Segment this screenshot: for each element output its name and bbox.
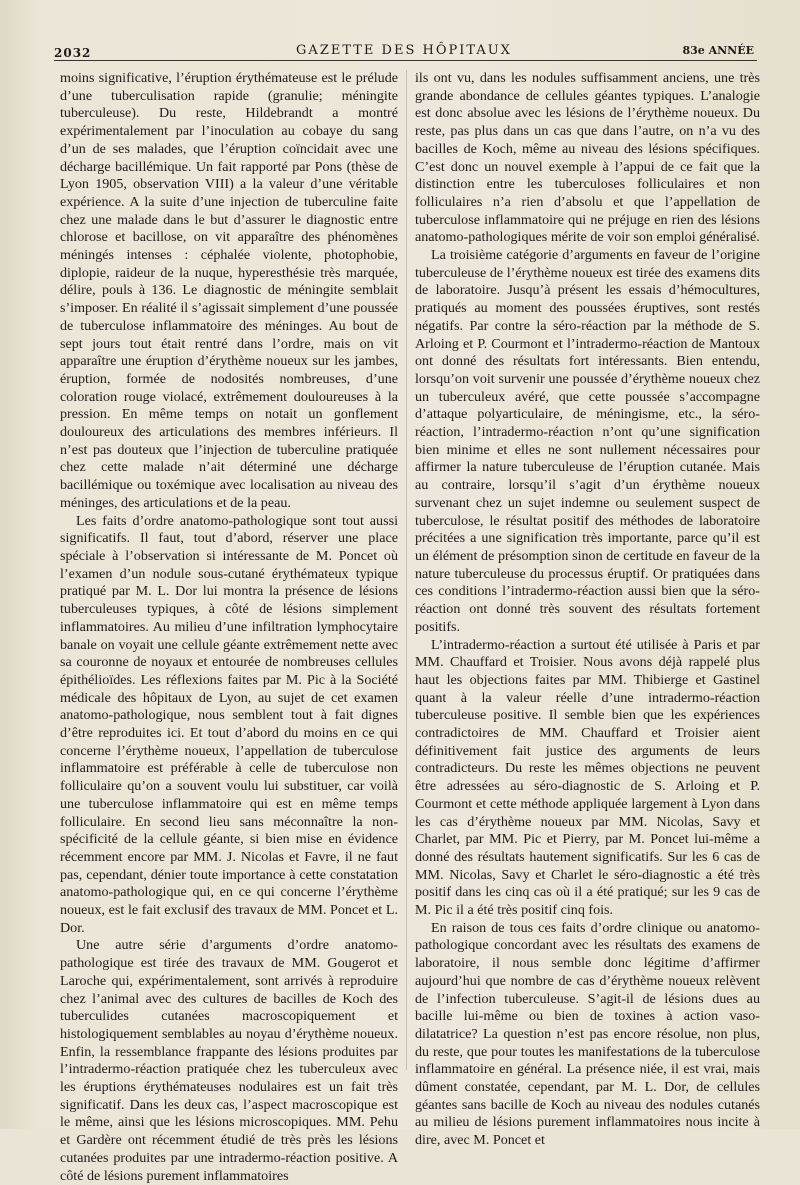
volume-year: 83e ANNÉE [682, 44, 754, 57]
paragraph: Une autre série d’arguments d’ordre anatomo-pathologique est tirée des travaux de MM. Gougerot et Laroche qui, expérimentalement, sont arrivés à reproduire chez l’animal avec des cultures de bacilles de Koch des tuberculides cutanées macroscopiquement et histologiquement semblables au noyau d’érythème noueux. Enfin, la ressemblance frappante des lésions produites par l’intradermo-réaction pratiquée chez les tuberculeux avec les éruptions érythémateuses nodulaires est un fait très significatif. Dans les deux cas, l’aspect macroscopique est le même, ainsi que les lésions microscopiques. MM. Pehu et Gardère ont récemment étudié de très près les lésions cutanées produites par une intradermo-réaction positive. A côté de lésions purement inflammatoires [60, 937, 398, 1184]
text-column-left [60, 70, 398, 1185]
paragraph: La troisième catégorie d’arguments en faveur de l’origine tuberculeuse de l’érythème noueux est tirée des examens dits de laboratoire. Jusqu’à présent les essais d’hémocultures, pratiqués au moment des poussées éruptives, sont restés négatifs. Par contre la séro-réaction par la méthode de S. Arloing et P. Courmont et l’intradermo-réaction de Mantoux ont donné des résultats fort intéressants. Bien entendu, lorsqu’on voit survenir une poussée d’érythème noueux chez un tuberculeux avéré, que cette poussée s’accompagne d’attaque polyarticulaire, de méningisme, etc., la séro-réaction, l’intradermo-réaction n’ont qu’une signification bien minime et elles ne sont nullement nécessaires pour affirmer la nature tuberculeuse de l’éruption cutanée. Mais au contraire, lorsqu’il s’agit d’un érythème noueux survenant chez un sujet indemne ou seulement suspect de tuberculose, le résultat positif des méthodes de laboratoire précitées a une signification très importante, parce qu’il est un élément de présomption sinon de certitude en faveur de la nature tuberculeuse du processus éruptif. Or pratiquées dans ces conditions l’intradermo-réaction aussi bien que la séro-réaction ont donné très souvent des résultats fortement positifs. [415, 247, 760, 635]
column-divider [406, 70, 407, 1070]
text-column-right [415, 70, 760, 1150]
paragraph: En raison de tous ces faits d’ordre clinique ou anatomo-pathologique concordant avec les résultats des examens de laboratoire, il nous semble donc légitime d’affirmer aujourd’hui que nombre de cas d’érythème noueux relèvent de l’infection tuberculeuse. S’agit-il de lésions dues au bacille lui-même ou bien de toxines à action vaso-dilatatrice? La question n’est pas encore résolue, non plus, du reste, que pour toutes les manifestations de la tuberculose inflammatoire en général. La présence niée, il est vrai, mais dûment constatée, cependant, par M. L. Dor, de cellules géantes sans bacille de Koch au niveau des nodules cutanés au milieu de lésions purement inflammatoires nous incite à dire, avec M. Poncet et [415, 919, 760, 1149]
paragraph: moins significative, l’éruption érythémateuse est le prélude d’une tuberculisation rapide (granulie; méningite tuberculeuse). Du reste, Hildebrandt a montré expérimentalement par l’inoculation au cobaye du sang d’un de ses malades, que l’éruption coïncidait avec une décharge bacillémique. Un fait rapporté par Pons (thèse de Lyon 1905, observation VIII) a la valeur d’une véritable expérience. A la suite d’une injection de tuberculine faite chez une malade dans le but d’assurer le diagnostic entre chlorose et bacillose, on vit apparaître des phénomènes méningés intenses : céphalée violente, photophobie, diplopie, raideur de la nuque, hyperesthésie très marquée, délire, pouls à 136. Le diagnostic de méningite semblait s’imposer. En réalité il s’agissait simplement d’une poussée de tuberculose inflammatoire des méninges. Au bout de sept jours tout était rentré dans l’ordre, mais on vit apparaître une éruption d’érythème noueux sur les jambes, éruption, formée de nodosités nombreuses, d’une coloration rouge violacé, extrêmement douloureuses à la pression. En même temps on notait un gonflement douloureux des articulations des membres inférieurs. Il n’est pas douteux que l’injection de tuberculine pratiquée chez cette malade n’ait déterminé une décharge bacillémique ou toxémique avec localisation au niveau des méninges, des articulations et de la peau. [60, 70, 398, 511]
paragraph: ils ont vu, dans les nodules suffisamment anciens, une très grande abondance de cellules géantes typiques. L’analogie est donc absolue avec les lésions de l’érythème noueux. Du reste, pas plus dans un cas que dans l’autre, on n’a vu des bacilles de Koch, même au niveau des lésions spécifiques. C’est donc un nouvel exemple à l’appui de ce fait que la distinction entre les tuberculoses folliculaires et non folliculaires n’a rien d’absolu et que l’appellation de tuberculose inflammatoire qui ne préjuge en rien des lésions anatomo-pathologiques mérite de voir son emploi généralisé. [415, 70, 760, 246]
paragraph: L’intradermo-réaction a surtout été utilisée à Paris et par MM. Chauffard et Troisier. Nous avons déjà rappelé plus haut les objections faites par MM. Thibierge et Gastinel quant à la valeur réelle d’une intradermo-réaction tuberculeuse positive. Il semble bien que les expériences contradictoires de MM. Chauffard et Troisier aient définitivement fait justice des arguments de leurs contradicteurs. Du reste les mêmes objections ne peuvent être adressées au séro-diagnostic de S. Arloing et P. Courmont et cette méthode appliquée largement à Lyon dans les cas d’érythème noueux par MM. Nicolas, Savy et Charlet, par MM. Pic et Pierry, par M. Poncet lui-même a donné des résultats hautement significatifs. Sur les 6 cas de MM. Nicolas, Savy et Charlet le séro-diagnostic a été très positif dans les cinq cas où il a été pratiqué; sur les 9 cas de M. Pic il a été très positif cinq fois. [415, 636, 760, 919]
journal-title: GAZETTE DES HÔPITAUX [296, 43, 512, 58]
paragraph: Les faits d’ordre anatomo-pathologique sont tout aussi significatifs. Il faut, tout d’abord, réserver une place spéciale à l’observation si intéressante de M. Poncet où l’examen d’un nodule sous-cutané érythémateux typique pratiqué par M. L. Dor lui montra la présence de lésions tuberculeuses typiques, à côté de lésions simplement inflammatoires. Au milieu d’une infiltration lymphocytaire banale on voyait une cellule géante extrêmement nette avec sa couronne de noyaux et entourée de nombreuses cellules épithélioïdes. Les réflexions faites par M. Pic à la Société médicale des hôpitaux de Lyon, au sujet de cet examen anatomo-pathologique, nous semblent tout à fait dignes d’être reproduites ici. Et tout d’abord du moins en ce qui concerne l’érythème noueux, l’appellation de tuberculose inflammatoire est préférable à celle de tuberculose non folliculaire qu’on a souvent voulu lui substituer, car voilà une tuberculose inflammatoire qui est en même temps folliculaire. En second lieu sans méconnaître la non-spécificité de la cellule géante, si bien mise en évidence récemment encore par MM. J. Nicolas et Favre, il ne faut pas, cependant, dénier toute importance à cette constatation anatomo-pathologique qui, en ce qui concerne l’érythème noueux, est le fait exclusif des travaux de MM. Poncet et L. Dor. [60, 512, 398, 936]
header-rule [54, 60, 757, 61]
page-number: 2032 [54, 46, 92, 60]
page-header [54, 40, 754, 60]
